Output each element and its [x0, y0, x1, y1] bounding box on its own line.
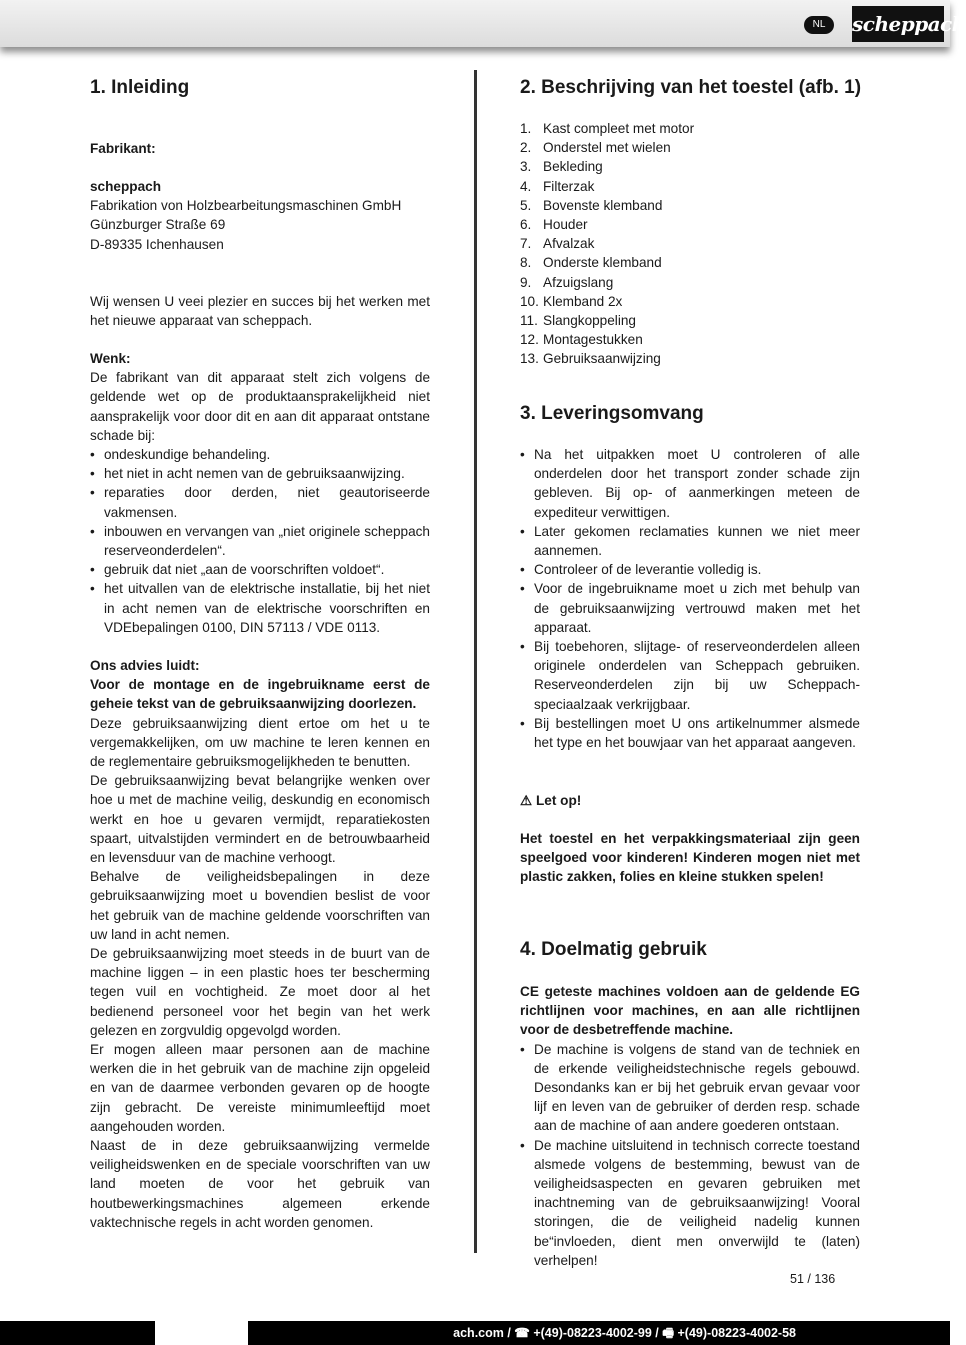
address-line: D-89335 Ichenhausen: [90, 236, 224, 252]
language-badge: NL: [804, 16, 834, 34]
list-item: 8. Onderste klemband: [520, 255, 662, 271]
list-item: 2. Onderstel met wielen: [520, 140, 671, 156]
hint-label: Wenk:: [90, 351, 131, 366]
warning-text: Het toestel en het verpakkingsmateriaal zijn geen speelgoed voor kinderen! Kinderen mogen niet met plastic zakken, folies en kleine stukken spelen!: [520, 831, 860, 885]
hint-text: De fabrikant van dit apparaat stelt zich volgens de geldende wet op de produktaansprakelijkheid niet aansprakelijk voor door dit en aan dit apparaat ontstane schade bij:: [90, 370, 430, 443]
footer-contact: ach.com / ☎ +(49)-08223-4002-99 / 🖷 +(49)-08223-4002-58: [453, 1326, 796, 1340]
footer-gap: [155, 1321, 248, 1345]
advice-block: [90, 656, 430, 1232]
parts-list: [520, 119, 860, 369]
list-item: 9. Afzuigslang: [520, 274, 614, 290]
list-item: • Na het uitpakken moet U controleren of alle onderdelen door het transport zonder schade zijn gebleven. Bij op- of aanmerkingen meteen de expediteur verwittigen.: [520, 445, 860, 522]
column-divider: [474, 70, 477, 1253]
list-item: 13. Gebruiksaanwijzing: [520, 351, 661, 367]
liability-list: [90, 445, 430, 637]
list-item: 5. Bovenste klemband: [520, 197, 663, 213]
warning-icon: ⚠: [520, 793, 533, 808]
section-2-title: 2. Beschrijving van het toestel (afb. 1): [520, 77, 862, 98]
list-item: 4. Filterzak: [520, 178, 595, 194]
company-name: scheppach: [90, 179, 162, 194]
page-number: 51 / 136: [790, 1272, 836, 1286]
list-item: • De machine is volgens de stand van de techniek en de erkende veiligheidstechnische regels gebouwd. Desondanks kan er bij het gebruik ervan gevaar voor lijf en leven van de gebruiker of derden resp. schade aan de machine of aan andere goederen ontstaan.: [520, 1040, 860, 1136]
list-item: • Later gekomen reclamaties kunnen we niet meer aannemen.: [520, 522, 860, 560]
warning-label: Let op!: [535, 793, 582, 808]
advice-bold-text: Voor de montage en de ingebruikname eerst de geheie tekst van de gebruiksaanwijzing doorlezen.: [90, 677, 430, 712]
list-item: • Controleer of de leverantie volledig is.: [520, 560, 860, 579]
paragraph: Er mogen alleen maar personen aan de machine werken die in het gebruik van de machine zijn opgeleid en van de daarmee verbonden gevaren op de hoogte zijn gebracht. De vereiste minimumleeftijd moet aangehouden worden.: [90, 1042, 430, 1134]
list-item: 11. Slangkoppeling: [520, 313, 636, 329]
intended-use-list: [520, 1040, 860, 1270]
section-3-title: 3. Leveringsomvang: [520, 403, 704, 424]
list-item: • reparaties door derden, niet geautoriseerde vakmensen.: [90, 483, 430, 521]
intended-use-block: [520, 982, 860, 1270]
paragraph: De gebruiksaanwijzing bevat belangrijke wenken over hoe u met de machine veilig, deskundig en economisch werkt en hoe u gevaren vermijdt, reparatiekosten spaart, uitvalstijden vermindert en de betrouwbaarheid en levensduur van de machine verhoogt.: [90, 773, 430, 866]
footer-bar: [0, 1321, 950, 1345]
list-item: 1. Kast compleet met motor: [520, 121, 695, 136]
list-item: • het uitvallen van de elektrische installatie, bij het niet in acht nemen van de elektrische voorschriften en VDEbepalingen 0100, DIN 57113 / VDE 0113.: [90, 579, 430, 637]
list-item: 12. Montagestukken: [520, 332, 643, 348]
welcome-text: Wij wensen U veei plezier en succes bij het werken met het nieuwe apparaat van scheppach.: [90, 294, 430, 329]
delivery-list: [520, 445, 860, 752]
list-item: • De machine uitsluitend in technisch correcte toestand alsmede volgens de bestemming, bewust van de veiligheidsaspecten en gevaren gebruiken met inachtneming van de gebruiksaanwijzing! Vooral storingen, die de veiligheid nadelig kunnen be“invloeden, dient men onverwijld te (laten) verhelpen!: [520, 1136, 860, 1270]
list-item: • gebruik dat niet „aan de voorschriften voldoet“.: [90, 560, 430, 579]
paragraph: Behalve de veiligheidsbepalingen in deze gebruiksaanwijzing moet u bovendien beslist de voor het gebruik van de machine geldende voorschriften van uw land in acht nemen.: [90, 869, 430, 942]
address-line: Fabrikation von Holzbearbeitungsmaschinen GmbH: [90, 198, 402, 214]
warning-heading: [520, 791, 860, 810]
address-line: Günzburger Straße 69: [90, 217, 226, 233]
list-item: • het niet in acht nemen van de gebruiksaanwijzing.: [90, 464, 430, 483]
paragraph: Naast de in deze gebruiksaanwijzing vermelde veiligheidswenken en de speciale voorschriften van uw land moeten de voor het gebruik van houtbewerkingsmachines algemeen erkende vaktechnische regels in acht worden genomen.: [90, 1138, 430, 1230]
list-item: • inbouwen en vervangen van „niet originele scheppach reserveonderdelen“.: [90, 522, 430, 560]
list-item: 7. Afvalzak: [520, 236, 595, 252]
brand-logo: scheppach: [852, 6, 944, 42]
list-item: • Bij toebehoren, slijtage- of reserveonderdelen alleen originele onderdelen van Scheppach gebruiken. Reserveonderdelen zijn bij uw Scheppach-speciaalzaak verkrijgbaar.: [520, 637, 860, 714]
paragraph: Deze gebruiksaanwijzing dient ertoe om het u te vergemakkelijken, om uw machine te leren kennen en de reglementaire gebruiksmogelijkheden te benutten.: [90, 715, 430, 770]
advice-label: Ons advies luidt:: [90, 658, 200, 673]
list-item: • Bij bestellingen moet U ons artikelnummer alsmede het type en het bouwjaar van het apparaat aangeven.: [520, 714, 860, 752]
manufacturer-address: [90, 177, 430, 254]
list-item: • ondeskundige behandeling.: [90, 445, 430, 464]
header-bar: [0, 0, 966, 47]
list-item: 10. Klemband 2x: [520, 293, 623, 309]
hint-block: [90, 349, 430, 637]
section-1-title: 1. Inleiding: [90, 77, 190, 98]
list-item: • Voor de ingebruikname moet u zich met behulp van de gebruiksaanwijzing vertrouwd maken met het apparaat.: [520, 579, 860, 637]
paragraph: De gebruiksaanwijzing moet steeds in de buurt van de machine liggen – in een plastic hoes ter bescherming tegen vuil en vochtigheid. Ze moet door al het bedienend personeel voor het begin van het werk gelezen en zorgvuldig opgevolgd worden.: [90, 946, 430, 1038]
list-item: 3. Bekleding: [520, 159, 603, 175]
list-item: 6. Houder: [520, 217, 588, 233]
intended-use-intro: CE geteste machines voldoen aan de geldende EG richtlijnen voor machines, en aan alle richtlijnen voor de desbetreffende machine.: [520, 984, 860, 1038]
manufacturer-label: Fabrikant:: [90, 141, 156, 156]
section-4-title: 4. Doelmatig gebruik: [520, 939, 707, 960]
